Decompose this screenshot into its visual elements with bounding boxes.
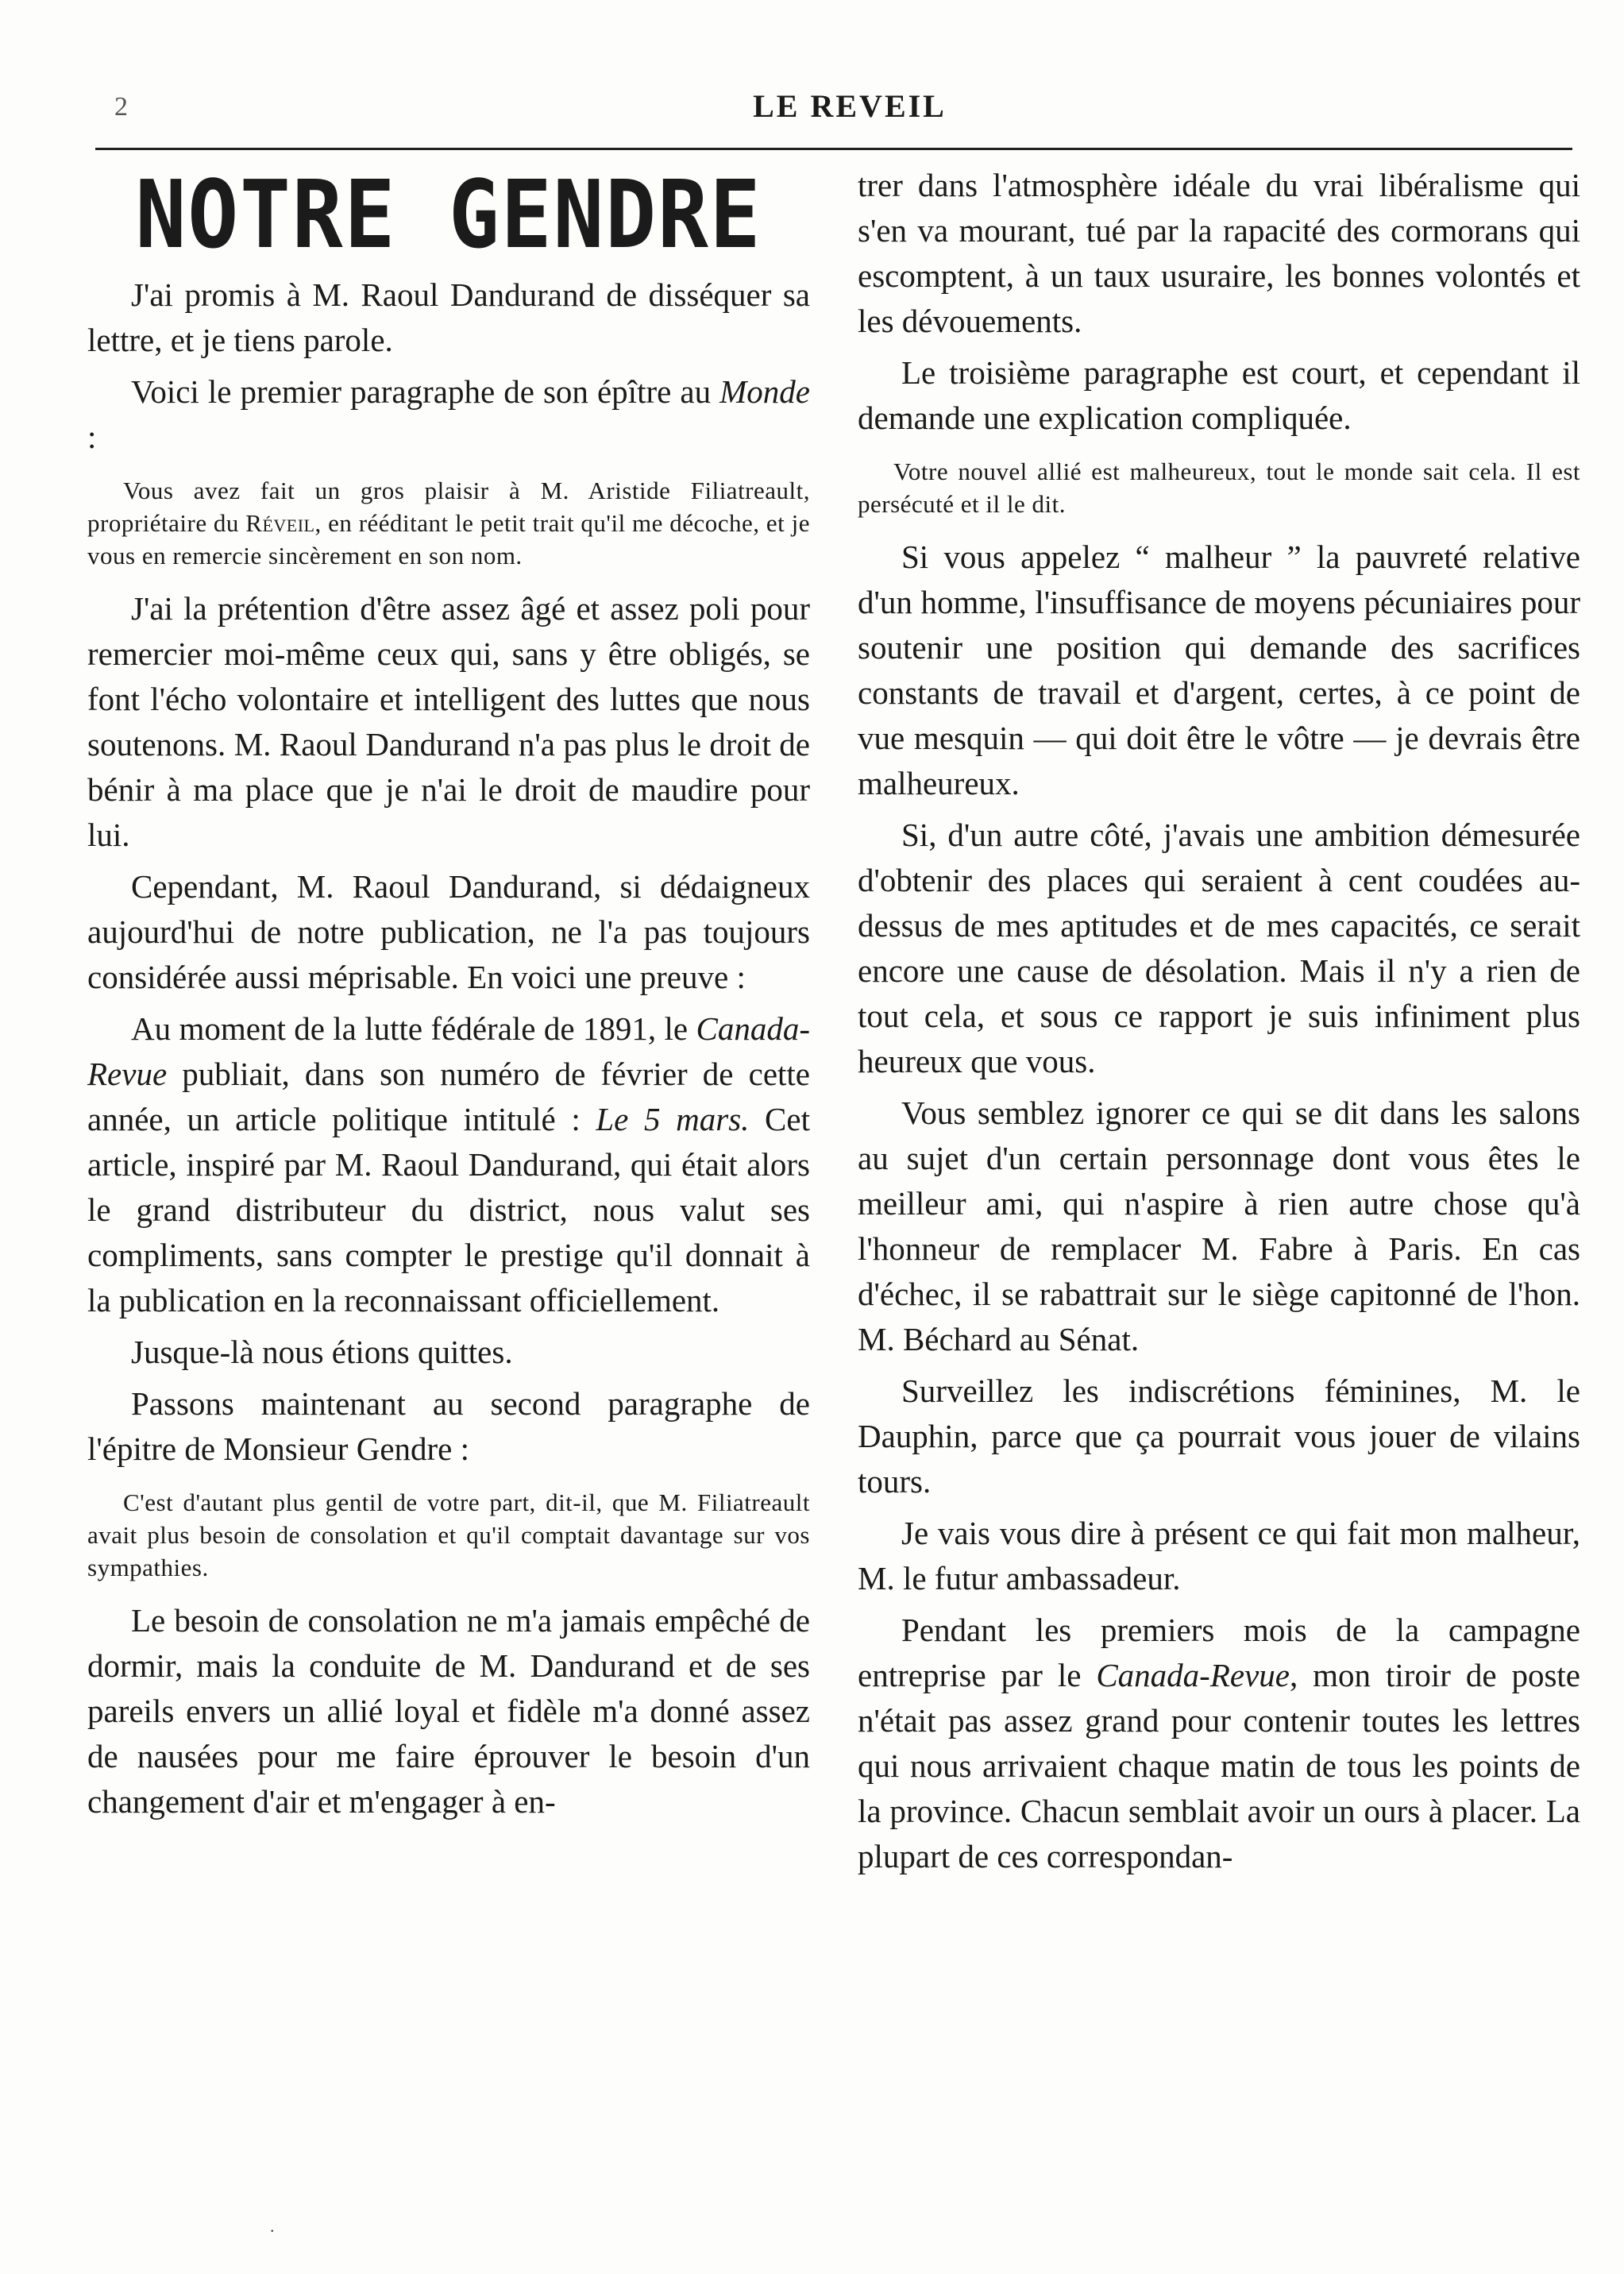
article-title: NOTRE GENDRE	[135, 163, 762, 269]
paragraph: Si vous appelez “ malheur ” la pauvreté relative d'un homme, l'insuffisance de moyens pécuniaires pour soutenir une position qui demande des sacrifices constants de travail et d'argent, certes, à ce point de vue mesquin — qui doit être le vôtre — je devrais être malheureux.	[858, 539, 1580, 801]
paragraph: Le besoin de consolation ne m'a jamais empêché de dormir, mais la conduite de M. Dandurand et de ses pareils envers un allié loyal et fidèle m'a donné assez de nausées pour me faire éprouver le besoin d'un changement d'air et m'engager à en-	[87, 1602, 810, 1820]
paragraph: Passons maintenant au second paragraphe de l'épitre de Monsieur Gendre :	[87, 1385, 810, 1467]
paragraph-continued: trer dans l'atmosphère idéale du vrai libéralisme qui s'en va mourant, tué par la rapacité des cormorans qui escomptent, à un taux usuraire, les bonnes volontés et les dévouements.	[858, 167, 1580, 339]
newspaper-name: Réveil	[245, 509, 315, 537]
paragraph: Cependant, M. Raoul Dandurand, si dédaigneux aujourd'hui de notre publication, ne l'a pas toujours considérée aussi méprisable. En voici une preuve :	[87, 868, 810, 995]
paragraph	[87, 1006, 810, 1323]
italic-title: Monde	[719, 373, 810, 410]
running-head: LE REVEIL	[753, 88, 947, 124]
paragraph-text: :	[87, 419, 97, 455]
page-number: 2	[114, 92, 128, 122]
paragraph: Vous semblez ignorer ce qui se dit dans les salons au sujet d'un certain personnage dont vous êtes le meilleur ami, qui n'aspire à rien autre chose qu'à l'honneur de remplacer M. Fabre à Paris. En cas d'échec, il se rabattrait sur le siège capitonné de l'hon. M. Béchard au Sénat.	[858, 1095, 1580, 1357]
article-body	[87, 163, 1580, 2196]
quoted-excerpt: C'est d'autant plus gentil de votre part, dit-il, que M. Filiatreault avait plus besoin de consolation et qu'il comptait davantage sur vos sympathies.	[87, 1488, 810, 1581]
header-rule	[95, 148, 1572, 150]
paragraph: Si, d'un autre côté, j'avais une ambition démesurée d'obtenir des places qui seraient à cent coudées au-dessus de mes aptitudes et de mes capacités, ce serait encore une cause de désolation. Mais il n'y a rien de tout cela, et sous ce rapport je suis infiniment plus heureux que vous.	[858, 817, 1580, 1079]
paragraph: Le troisième paragraphe est court, et cependant il demande une explication compliquée.	[858, 354, 1580, 436]
paragraph-text: Pendant les premiers mois de la campagne entreprise par le	[858, 1612, 1580, 1693]
quote-text: Vous avez fait un gros plaisir à M. Aristide Filiatreault, propriétaire du	[87, 477, 810, 537]
paragraph: Jusque-là nous étions quittes.	[131, 1334, 513, 1370]
paragraph	[858, 1608, 1580, 1879]
paragraph-text: Voici le premier paragraphe de son épître au	[131, 373, 720, 410]
italic-title: Le 5 mars.	[596, 1101, 750, 1137]
italic-title: Canada-Revue	[87, 1010, 810, 1092]
page-header	[111, 87, 1588, 135]
paragraph-text: , mon tiroir de poste n'était pas assez grand pour contenir toutes les lettres qui nous arrivaient chaque matin de tous les points de la province. Chacun semblait avoir un ours à placer. La plupart de ces correspondan-	[858, 1657, 1580, 1874]
paragraph-text: publiait, dans son numéro de février de cette année, un article politique intitulé :	[87, 1056, 810, 1137]
paragraph: J'ai la prétention d'être assez âgé et assez poli pour remercier moi-même ceux qui, sans y être obligés, se font l'écho volontaire et intelligent des luttes que nous soutenons. M. Raoul Dandurand n'a pas plus le droit de bénir à ma place que je n'ai le droit de maudire pour lui.	[87, 590, 810, 853]
paragraph: Surveillez les indiscrétions féminines, M. le Dauphin, parce que ça pourrait vous jouer de vilains tours.	[858, 1373, 1580, 1500]
paragraph	[87, 369, 810, 460]
paragraph-text: Au moment de la lutte fédérale de 1891, le	[131, 1010, 696, 1047]
footer-mark: .	[270, 2216, 275, 2236]
italic-title: Canada-Revue	[1096, 1657, 1290, 1693]
left-column	[87, 163, 810, 2196]
quote-text: , en rééditant le petit trait qu'il me décoche, et je vous en remercie sincèrement en son nom.	[87, 509, 810, 569]
paragraph-text: Cet article, inspiré par M. Raoul Dandurand, qui était alors le grand distributeur du district, nous valut ses compliments, sans compter le prestige qu'il donnait à la publication en la reconnaissant officiellement.	[87, 1101, 810, 1318]
paragraph: J'ai promis à M. Raoul Dandurand de disséquer sa lettre, et je tiens parole.	[87, 276, 810, 358]
quoted-excerpt: Votre nouvel allié est malheureux, tout le monde sait cela. Il est persécuté et il le dit.	[858, 458, 1580, 518]
paragraph: Je vais vous dire à présent ce qui fait mon malheur, M. le futur ambassadeur.	[858, 1515, 1580, 1596]
quoted-excerpt	[87, 474, 810, 572]
right-column	[858, 163, 1580, 2196]
